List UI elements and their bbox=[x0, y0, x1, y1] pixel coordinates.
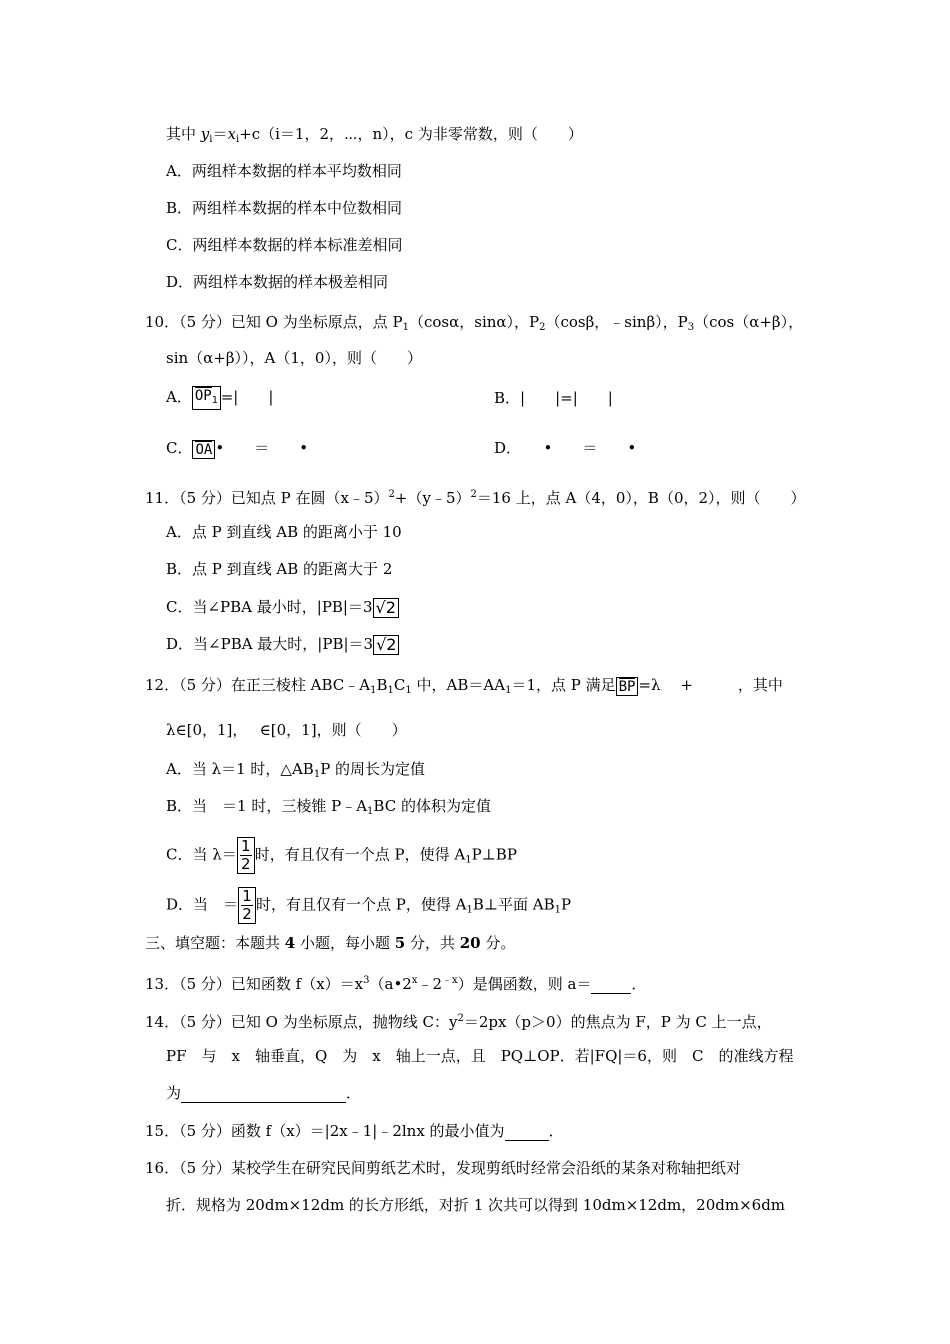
q14-stem-line3: 为 ． bbox=[166, 1084, 362, 1102]
fraction-image: $\frac{1}{2}$ bbox=[238, 887, 256, 924]
answer-blank[interactable] bbox=[591, 977, 631, 994]
q10-option-d: D． • ＝ • bbox=[494, 439, 637, 457]
q10-option-b: B．| |=| | bbox=[494, 389, 613, 407]
vector-oa-image: OA bbox=[192, 440, 215, 459]
q16-stem-line1: 16．（5 分）某校学生在研究民间剪纸艺术时，发现剪纸时经常会沿纸的某条对称轴把纸对 bbox=[145, 1159, 741, 1177]
q10-option-a: A． $OP_1$ =| | bbox=[166, 386, 273, 410]
q11-option-a: A．点 P 到直线 AB 的距离小于 10 bbox=[166, 523, 402, 541]
fraction-image: $\frac{1}{2}$ bbox=[237, 837, 255, 874]
q9-option-d: D．两组样本数据的样本极差相同 bbox=[166, 273, 389, 291]
q12-option-c: C．当 λ＝ $\frac{1}{2}$ 时，有且仅有一个点 P，使得 $A_1P\perp BP$ bbox=[166, 837, 517, 873]
q9-stem: 其中 $y_i=x_i+c(i=1$，2，⋯，n），c 为非零常数，则（ ） bbox=[166, 125, 583, 145]
q14-stem-line2: PF 与 x 轴垂直，Q 为 x 轴上一点，且 PQ⊥OP．若|FQ|＝6，则 C 的准线方程 bbox=[166, 1047, 794, 1065]
q11-stem: 11．（5 分）已知点 P 在圆（x﹣5）$^2$+（y﹣5）$^2$＝16 上，点 A（4，0），B（0，2），则（ ） bbox=[145, 489, 806, 507]
section-heading: 三、填空题：本题共 4 小题，每小题 5 分，共 20 分。 bbox=[145, 934, 516, 952]
q13-stem: 13．（5 分）已知函数 $f(x)=x^3(a•2^x﹣2^{﹣x})$是偶函数，则 a＝ ． bbox=[145, 975, 647, 993]
q9-option-c: C．两组样本数据的样本标准差相同 bbox=[166, 236, 403, 254]
q12-option-b: B．当 ＝1 时，三棱锥 $P﹣A_1BC$ 的体积为定值 bbox=[166, 797, 491, 817]
q9-option-b: B．两组样本数据的样本中位数相同 bbox=[166, 199, 403, 217]
answer-blank[interactable] bbox=[181, 1086, 346, 1103]
q11-option-b: B．点 P 到直线 AB 的距离大于 2 bbox=[166, 560, 393, 578]
q10-stem-line2: sin（α+β）），A（1，0），则（ ） bbox=[166, 349, 422, 367]
q15-stem: 15．（5 分）函数 f（x）＝|2x﹣1|﹣2lnx 的最小值为 ． bbox=[145, 1122, 564, 1140]
sqrt-image: √2 bbox=[373, 635, 399, 655]
q12-option-a: A．当 λ＝1 时，$\triangle AB_1P$ 的周长为定值 bbox=[166, 760, 426, 780]
q9-option-a: A．两组样本数据的样本平均数相同 bbox=[166, 162, 402, 180]
q10-stem-line1: 10．（5 分）已知 O 为坐标原点，点 $P_1(\cos\alpha$，sinα），$P_2(\cos\beta$，﹣sinβ），$P_3(\cos(\alpha+\beta)$， bbox=[145, 313, 804, 333]
q16-stem-line2: 折．规格为 20dm×12dm 的长方形纸，对折 1 次共可以得到 10dm×12dm，20dm×6dm bbox=[166, 1196, 786, 1214]
vector-op1-image: $OP_1$ bbox=[192, 386, 221, 410]
sqrt-image: √2 bbox=[373, 598, 399, 618]
q12-stem-line1: 12．（5 分）在正三棱柱 $ABC﹣A_1B_1C_1$ 中，$AB=AA_1=1$，点 P 满足 BP =λ + ，其中 bbox=[145, 676, 783, 696]
q11-option-d: D．当∠PBA 最大时，|PB|＝3 √2 bbox=[166, 634, 399, 655]
answer-blank[interactable] bbox=[505, 1124, 549, 1141]
q12-option-d: D．当 ＝ $\frac{1}{2}$ 时，有且仅有一个点 P，使得 $A_1B\perp$平面 $AB_1P$ bbox=[166, 887, 572, 923]
q12-stem-line2: λ∈[0，1]， ∈[0，1]，则（ ） bbox=[166, 721, 407, 739]
vector-bp-image: BP bbox=[616, 677, 639, 696]
q14-stem-line1: 14．（5 分）已知 O 为坐标原点，抛物线 C：$y^2=2px(p>0)$的焦点为 F，P 为 C 上一点， bbox=[145, 1013, 772, 1031]
q11-option-c: C．当∠PBA 最小时，|PB|＝3 √2 bbox=[166, 597, 399, 618]
q10-option-c: C． OA • ＝ • bbox=[166, 439, 309, 458]
